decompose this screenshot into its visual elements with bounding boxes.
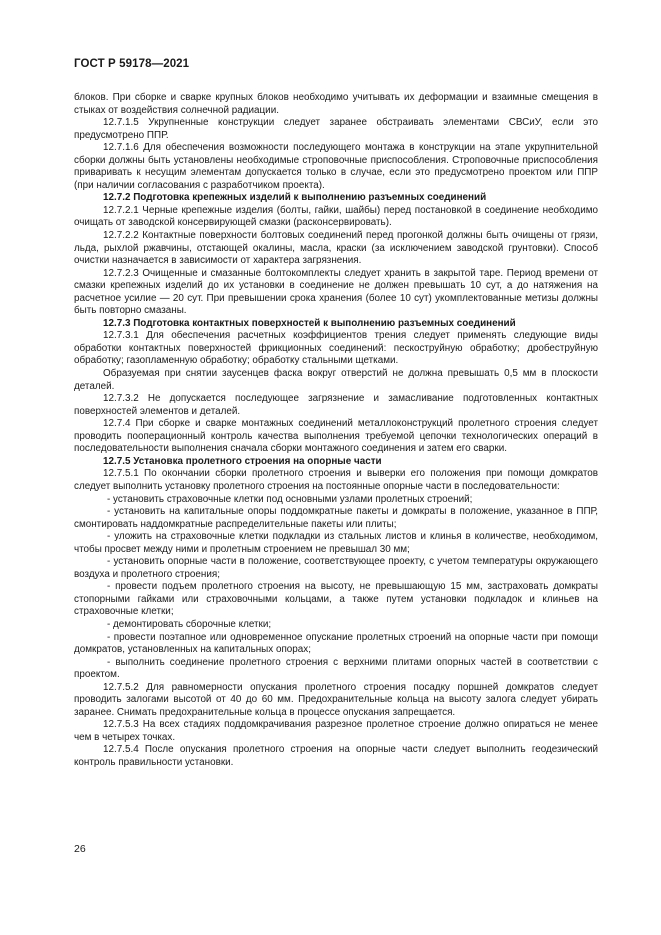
paragraph: 12.7.5.2 Для равномерности опускания пролетного строения посадку поршней домкратов следует проводить залогами высотой от 40 до 60 мм. Предохранительные кольца на высоту залога следует убирать заранее. Снимать предохранительные кольца в процессе опускания запрещается. bbox=[74, 681, 598, 718]
paragraph: 12.7.1.5 Укрупненные конструкции следует заранее обстраивать элементами СВСиУ, если это предусмотрено ППР. bbox=[74, 117, 598, 141]
paragraph: 12.7.2.2 Контактные поверхности болтовых соединений перед прогонкой должны быть очищены от грязи, льда, рыхлой ржавчины, отстающей окалины, масла, краски (за исключением заводской грунтовки). Способ очистки назначается в зависимости от характера загрязнения. bbox=[74, 230, 598, 267]
list-item: - демонтировать сборочные клетки; bbox=[107, 618, 272, 630]
section-heading: 12.7.3 Подготовка контактных поверхностей к выполнению разъемных соединений bbox=[103, 317, 516, 329]
paragraph: 12.7.5.3 На всех стадиях поддомкрачивания разрезное пролетное строение должно опираться не менее чем в четырех точках. bbox=[74, 719, 598, 743]
list-item: - установить опорные части в положение, соответствующее проекту, с учетом температуры окружающего воздуха и пролетного строения; bbox=[74, 556, 598, 580]
paragraph-continuation: блоков. При сборке и сварке крупных блоков необходимо учитывать их деформации и взаимные смещения в стыках от воздействия солнечной радиации. bbox=[74, 92, 598, 116]
paragraph: 12.7.4 При сборке и сварке монтажных соединений металлоконструкций пролетного строения следует проводить пооперационный контроль качества выполнения требуемой цепочки технологических операций в последовательности выполнения сначала сборки монтажного соединения и затем его сварки. bbox=[74, 418, 598, 455]
paragraph: 12.7.5.4 После опускания пролетного строения на опорные части следует выполнить геодезический контроль правильности установки. bbox=[74, 744, 598, 768]
section-heading: 12.7.2 Подготовка крепежных изделий к выполнению разъемных соединений bbox=[103, 192, 487, 204]
list-item: - уложить на страховочные клетки подкладки из стальных листов и клинья в количестве, необходимом, чтобы просвет между ними и пролетным строением не превышал 30 мм; bbox=[74, 531, 598, 555]
paragraph: 12.7.5.1 По окончании сборки пролетного строения и выверки его положения при помощи домкратов следует выполнить установку пролетного строения на постоянные опорные части в последовательности: bbox=[74, 468, 598, 492]
section-heading: 12.7.5 Установка пролетного строения на опорные части bbox=[103, 455, 382, 467]
paragraph: 12.7.2.1 Черные крепежные изделия (болты, гайки, шайбы) перед постановкой в соединение необходимо очищать от заводской консервирующей смазки (расконсервировать). bbox=[74, 204, 598, 229]
paragraph: 12.7.2.3 Очищенные и смазанные болтокомплекты следует хранить в закрытой таре. Период времени от смазки крепежных изделий до их установки в соединение не должен превышать 10 сут, а до натяжения на расчетное усилие — 20 сут. При превышении срока хранения (более 10 сут) укомплектованные метизы должны быть повторно смазаны. bbox=[74, 267, 598, 317]
paragraph: 12.7.3.1 Для обеспечения расчетных коэффициентов трения следует применять следующие виды обработки контактных поверхностей фрикционных соединений: пескоструйную обработку; дробеструйную обработку; газопламенную обработку; обработку стальными щетками. bbox=[74, 330, 598, 367]
paragraph: 12.7.3.2 Не допускается последующее загрязнение и замасливание подготовленных контактных поверхностей элементов и деталей. bbox=[74, 393, 598, 417]
page-number: 26 bbox=[74, 843, 86, 855]
list-item: - выполнить соединение пролетного строения с верхними плитами опорных частей в соответствии с проектом. bbox=[74, 656, 598, 681]
paragraph: Образуемая при снятии заусенцев фаска вокруг отверстий не должна превышать 0,5 мм в плоскости деталей. bbox=[74, 368, 598, 392]
list-item: - установить страховочные клетки под основными узлами пролетных строений; bbox=[107, 493, 473, 505]
document-body bbox=[74, 92, 598, 770]
paragraph: 12.7.1.6 Для обеспечения возможности последующего монтажа в конструкции на этапе укрупнительной сборки должны быть установлены необходимые строповочные приспособления. Строповочные приспособления приваривать к несущим элементам допускается только в случае, если это предусмотрено проектом или ППР (при наличии согласования с разработчиком проекта). bbox=[74, 142, 598, 191]
list-item: - провести поэтапное или одновременное опускание пролетных строений на опорные части при помощи домкратов, установленных на капитальных опорах; bbox=[74, 631, 598, 656]
list-item: - установить на капитальные опоры поддомкратные пакеты и домкраты в положение, указанное в ППР, смонтировать наддомкратные распределительные пакеты или плиты; bbox=[74, 506, 598, 530]
standard-code-header: ГОСТ Р 59178—2021 bbox=[74, 58, 190, 70]
list-item: - провести подъем пролетного строения на высоту, не превышающую 15 мм, застраховать домкраты стопорными гайками или страховочными кольцами, а также путем установки подкладок и клиньев на страховочные клетки; bbox=[74, 581, 598, 618]
